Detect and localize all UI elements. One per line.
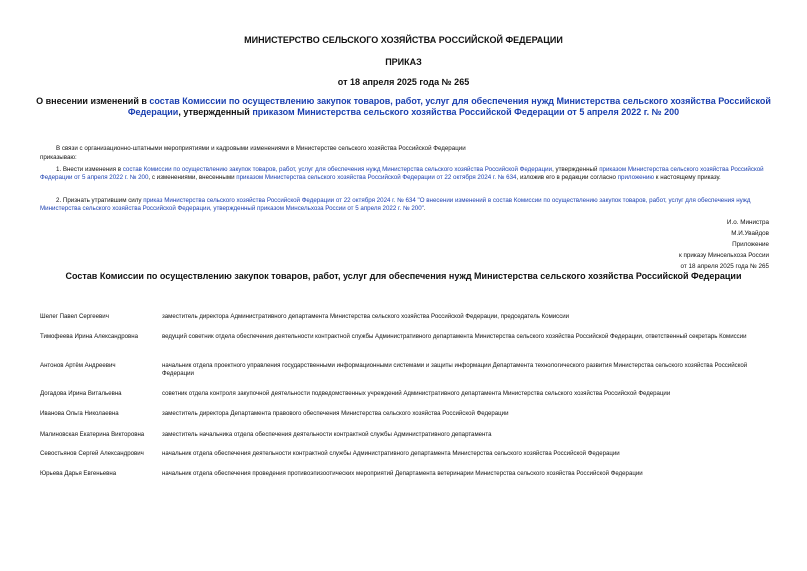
item-1-text-e: к настоящему приказу.: [654, 174, 721, 182]
composition-heading: Состав Комиссии по осуществлению закупок товаров, работ, услуг для обеспечения нужд Министерства сельского хозяйства Российской Федерации: [65, 271, 742, 281]
ministry-heading: МИНИСТЕРСТВО СЕЛЬСКОГО ХОЗЯЙСТВА РОССИЙСКОЙ ФЕДЕРАЦИИ: [244, 35, 563, 45]
member-name: Шелег Павел Сергеевич: [40, 313, 109, 320]
date-number-heading: от 18 апреля 2025 года № 265: [337, 77, 470, 87]
item-1-link-composition[interactable]: состав Комиссии по осуществлению закупок товаров, работ, услуг для обеспечения нужд Министерства сельского хозяйства Российской Федерации: [122, 166, 553, 173]
item-1-text-c: , с изменениями, внесенными: [148, 174, 237, 182]
item-1-text-d: , изложив его в редакции согласно: [516, 174, 618, 182]
member-name: Антонов Артём Андреевич: [40, 362, 116, 369]
order-word: приказываю:: [40, 154, 77, 161]
member-name: Севостьянов Сергей Александрович: [40, 450, 144, 457]
item-2-text-a: 2. Признать утратившим силу: [56, 197, 144, 204]
subject-link-order[interactable]: приказом Министерства сельского хозяйства Российской Федерации от 5 апреля 2022 г. № 200: [252, 107, 680, 117]
signature-name: М.И.Увайдов: [731, 230, 769, 237]
appendix-label: Приложение: [732, 241, 769, 248]
member-name: Юрьева Дарья Евгеньевна: [40, 470, 117, 477]
item-1-link-order-634[interactable]: приказом Министерства сельского хозяйства Российской Федерации от 22 октября 2024 г. № 634: [236, 174, 517, 182]
subject-heading: [35, 96, 772, 118]
item-1-link-order-200[interactable]: приказом Министерства сельского хозяйства Российской Федерации от 5 апреля 2022 г. № 200: [40, 166, 764, 182]
member-position: заместитель начальника отдела обеспечения деятельности контрактной службы Административного департамента: [162, 431, 492, 438]
appendix-date: от 18 апреля 2025 года № 265: [680, 263, 769, 270]
item-1-text-a: 1. Внести изменения в: [56, 166, 123, 173]
item-1-link-appendix[interactable]: приложению: [617, 174, 655, 182]
item-2-text-b: .: [423, 205, 426, 213]
member-position: заместитель директора Административного департамента Министерства сельского хозяйства Российской Федерации, председатель Комиссии: [162, 313, 570, 320]
item-2-link-order-634[interactable]: приказ Министерства сельского хозяйства Российской Федерации от 22 октября 2024 г. № 634 "О внесении изменений в состав Комиссии по осуществлению закупок товаров, работ, услуг для обеспечения нужд Министерства сельского хозяйства Российской Федерации, утвержденный приказом Минсельхоза России от 5 апреля 2022 г. № 200": [40, 197, 751, 213]
intro-paragraph: В связи с организационно-штатными мероприятиями и кадровыми изменениями в Министерстве сельского хозяйства Российской Федерации: [56, 145, 466, 152]
member-position: советник отдела контроля закупочной деятельности подведомственных учреждений Административного департамента Министерства сельского хозяйства Российской Федерации: [162, 390, 671, 397]
member-name: Догадова Ирина Витальевна: [40, 390, 122, 397]
item-2-paragraph: [40, 197, 770, 214]
member-name: Иванова Ольга Николаевна: [40, 410, 119, 417]
subject-link-composition[interactable]: состав Комиссии по осуществлению закупок товаров, работ, услуг для обеспечения нужд Министерства сельского хозяйства Российской Федерации: [127, 96, 771, 117]
subject-middle: , утвержденный: [178, 107, 253, 117]
member-position: начальник отдела проектного управления государственными информационными системами и защиты информации Департамента технологического развития Министерства сельского хозяйства Российской Федерации: [162, 362, 748, 378]
document-type-heading: ПРИКАЗ: [385, 57, 422, 67]
member-position: заместитель директора Департамента правового обеспечения Министерства сельского хозяйства Российской Федерации: [162, 410, 509, 417]
item-1-paragraph: [40, 166, 770, 183]
member-position: начальник отдела обеспечения проведения противоэпизоотических мероприятий Департамента ветеринарии Министерства сельского хозяйства Российской Федерации: [162, 470, 643, 477]
appendix-reference: к приказу Минсельхоза России: [678, 252, 769, 259]
member-name: Тимофеева Ирина Александровна: [40, 333, 138, 340]
item-1-text-b: , утвержденный: [552, 166, 600, 173]
signature-title: И.о. Министра: [726, 219, 769, 226]
member-name: Малиновская Екатерина Викторовна: [40, 431, 145, 438]
member-position: начальник отдела обеспечения деятельности контрактной службы Административного департамента Министерства сельского хозяйства Российской Федерации: [162, 450, 620, 457]
member-position: ведущий советник отдела обеспечения деятельности контрактной службы Административного департамента Министерства сельского хозяйства Российской Федерации, ответственный секретарь Комиссии: [162, 333, 747, 340]
subject-prefix: О внесении изменений в: [36, 96, 150, 106]
